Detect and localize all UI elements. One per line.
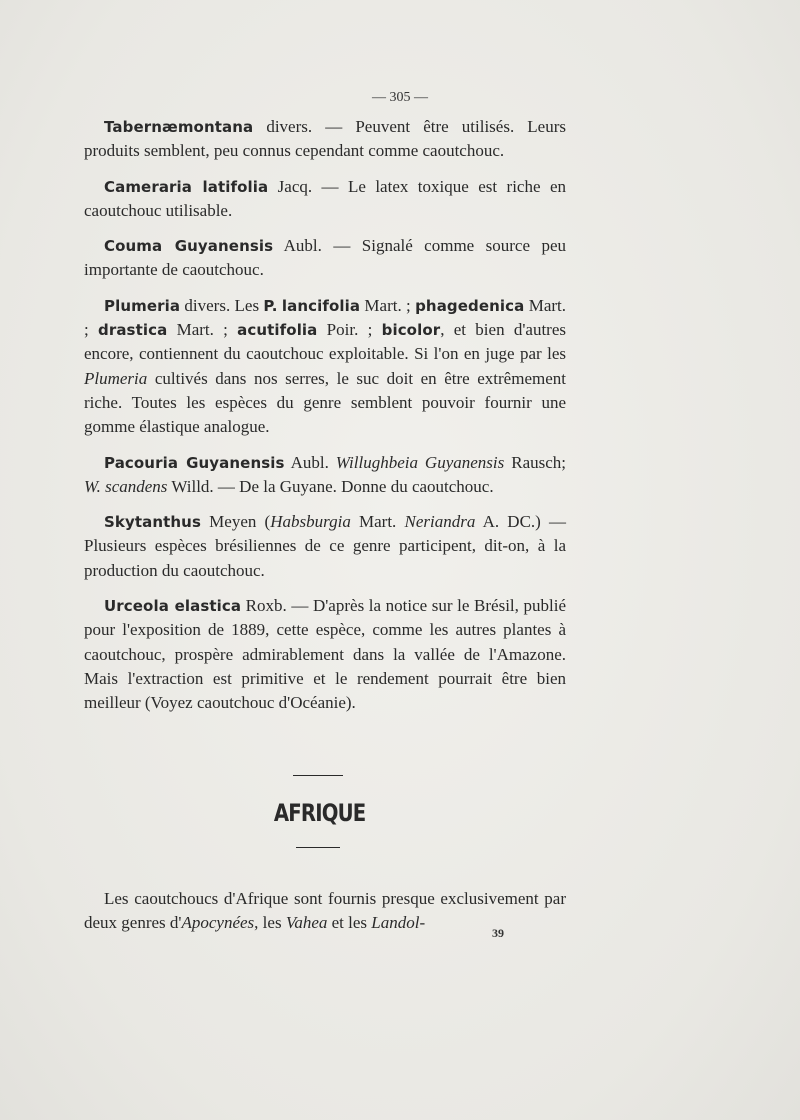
entry-tabernaemontana <box>84 115 566 164</box>
entry-text: , et bien d'autres encore, contiennent du caoutchouc exploitable. Si l'on en juge par les <box>84 320 566 364</box>
entry-text: Aubl. — Signalé comme source peu importante de caoutchouc. <box>84 236 566 280</box>
species-name: phagedenica <box>415 296 525 315</box>
entry-plumeria <box>84 294 566 440</box>
entry-text: cultivés dans nos serres, le suc doit en être extrêmement riche. Toutes les espèces du genre semblent pouvoir fournir une gomme élastique analogue. <box>84 368 566 437</box>
section-title: AFRIQUE <box>273 799 366 827</box>
genus-italic: Landol- <box>371 913 426 933</box>
paragraph-text: Les caoutchoucs d'Afrique sont fournis presque exclusivement par deux genres d' <box>84 889 566 933</box>
species-name: Couma Guyanensis <box>104 237 274 256</box>
entry-text: Mart. ; <box>360 295 416 315</box>
genus-italic: Vahea <box>285 913 328 933</box>
entry-text: Jacq. — Le latex toxique est riche en caoutchouc utilisable. <box>84 176 566 220</box>
section-rule-top <box>293 775 343 776</box>
entry-text: Aubl. <box>284 452 336 472</box>
entry-pacouria <box>84 451 566 500</box>
species-list <box>84 115 566 727</box>
species-name: lancifolia <box>281 296 361 315</box>
entry-text: Roxb. — D'après la notice sur le Brésil, publié pour l'exposition de 1889, cette espèce, comme les autres plantes à caoutchouc, prospère admirablement dans la vallée de l'Amazone. Mais l'extraction est primitive et le rendement pourrait être bien meilleur (Voyez caoutchouc d'Océanie). <box>84 596 566 713</box>
synonym-italic: Neriandra <box>404 512 476 532</box>
species-name: Pacouria Guyanensis <box>104 453 285 472</box>
page-number: — 305 — <box>372 90 428 105</box>
species-name: Urceola elastica <box>104 597 242 616</box>
entry-text: divers. Les <box>180 295 264 315</box>
species-name: Plumeria <box>104 296 181 315</box>
signature-mark: 39 <box>492 926 504 940</box>
entry-urceola <box>84 594 566 715</box>
entry-text: Meyen ( <box>200 512 271 532</box>
entry-text: Poir. ; <box>317 320 382 340</box>
entry-text: Mart. ; <box>84 295 567 340</box>
entry-text: A. DC.) — Plusieurs espèces brésiliennes de ce genre participent, dit-on, à la production du caoutchouc. <box>84 512 567 580</box>
entry-text: Willd. — De la Guyane. Donne du caoutchouc. <box>167 476 494 496</box>
entry-cameraria <box>84 175 566 224</box>
species-name: acutifolia <box>237 321 318 340</box>
section-rule-bottom <box>296 847 340 848</box>
genus-italic: Plumeria <box>84 368 148 388</box>
paragraph-text: et les <box>327 913 372 933</box>
synonym-italic: Willughbeia Guyanensis <box>335 452 505 472</box>
synonym-italic: Habsburgia <box>270 512 351 532</box>
paragraph-text: , les <box>254 913 286 933</box>
entry-text: Mart. ; <box>167 320 238 340</box>
family-italic: Apocynées <box>181 913 255 933</box>
entry-text: Rausch; <box>504 452 567 472</box>
species-name: Tabernæmontana <box>104 118 254 136</box>
species-name: drastica <box>98 321 168 340</box>
genus-abbreviation: P. <box>263 296 278 315</box>
entry-text: divers. — Peuvent être utilisés. Leurs produits semblent, peu connus cependant comme caoutchouc. <box>84 117 566 161</box>
species-name: Cameraria latifolia <box>104 177 269 196</box>
species-name: Skytanthus <box>104 513 201 532</box>
species-name: bicolor <box>381 321 441 340</box>
entry-couma <box>84 234 566 283</box>
entry-skytanthus <box>84 510 566 583</box>
synonym-italic: W. scandens <box>84 476 168 496</box>
entry-text: Mart. <box>350 512 405 532</box>
